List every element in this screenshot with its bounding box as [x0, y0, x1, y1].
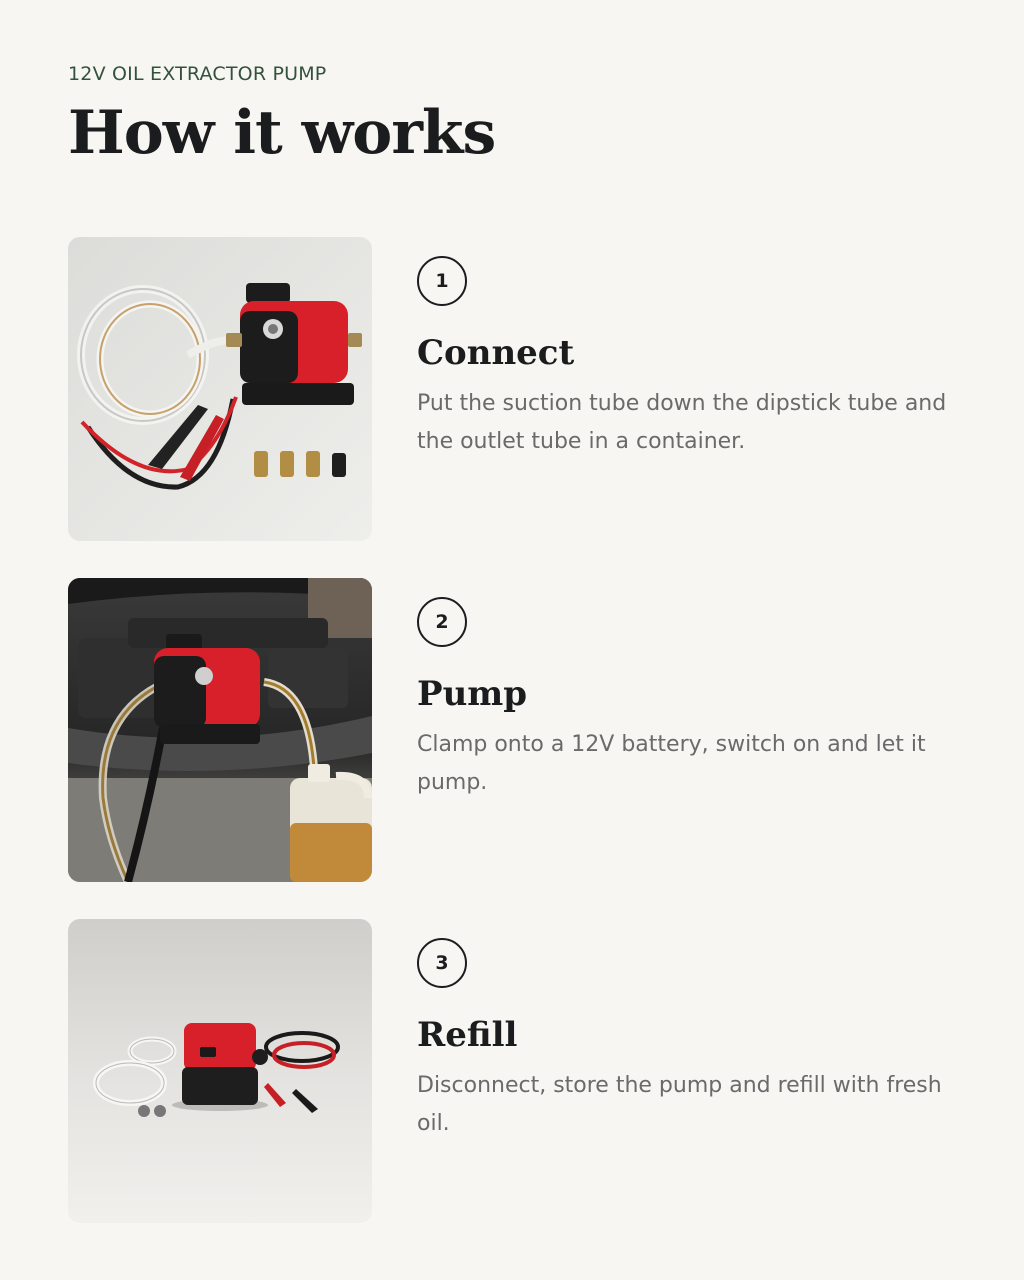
- step-number-badge: 1: [417, 256, 467, 306]
- step-2-photo: [68, 578, 372, 882]
- step-pump: [68, 578, 968, 882]
- step-title: Connect: [417, 333, 575, 373]
- step-number-badge: 2: [417, 597, 467, 647]
- step-1-photo: [68, 237, 372, 541]
- step-3-photo: [68, 919, 372, 1223]
- eyebrow-label: 12V OIL EXTRACTOR PUMP: [68, 63, 327, 85]
- step-title: Refill: [417, 1015, 518, 1055]
- step-refill: [68, 919, 968, 1223]
- step-description: Put the suction tube down the dipstick tube and the outlet tube in a container.: [417, 391, 947, 454]
- step-description: Clamp onto a 12V battery, switch on and let it pump.: [417, 732, 926, 795]
- step-description: Disconnect, store the pump and refill with fresh oil.: [417, 1073, 942, 1136]
- step-title: Pump: [417, 674, 528, 714]
- page-title: How it works: [68, 98, 496, 168]
- step-number-badge: 3: [417, 938, 467, 988]
- step-connect: [68, 237, 968, 541]
